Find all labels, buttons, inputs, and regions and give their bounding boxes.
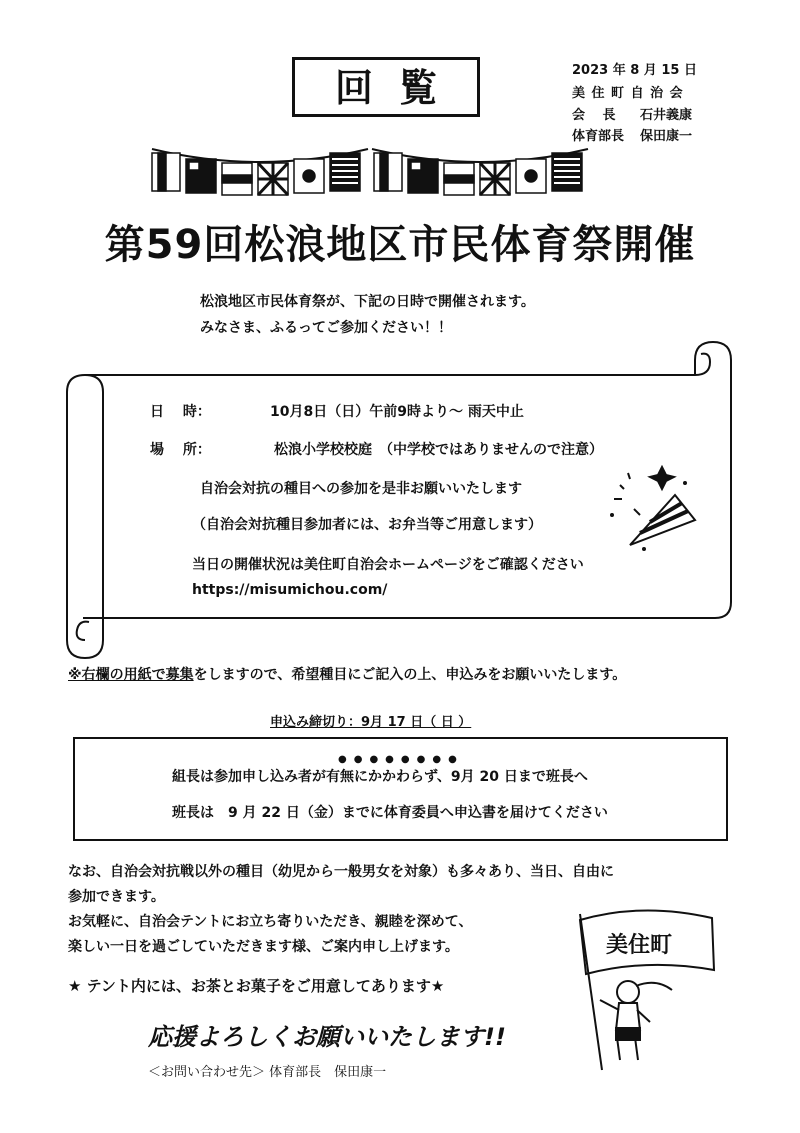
application-notice: [68, 664, 626, 684]
body-line-3: お気軽に、自治会テントにお立ち寄りいただき、親睦を深めて、: [68, 914, 473, 930]
sports-role: 体育部長: [572, 129, 625, 144]
intro-line-1: 松浪地区市民体育祭が、下記の日時で開催されます。: [200, 294, 535, 310]
chair-name: 石井義康: [640, 108, 693, 123]
sports-name: 保田康一: [640, 129, 693, 144]
status-note: 当日の開催状況は美住町自治会ホームページをご確認ください: [192, 557, 584, 573]
party-popper-icon: [600, 465, 710, 560]
event-title: 第59回松浪地区市民体育祭開催: [104, 222, 696, 268]
rule-line-1: 組長は参加申し込み者が有無にかかわらず、9月 20 日まで班長へ: [172, 769, 588, 785]
application-deadline: 申込み締切り：9月 17 日（ 日 ）: [270, 715, 472, 730]
issue-date: 2023 年 8 月 15 日: [572, 63, 697, 78]
notice-prefix: ※右欄の用紙で募集: [68, 667, 194, 683]
flag-town-label: 美住町: [606, 933, 673, 958]
submission-rules-box: [73, 737, 728, 841]
intro-line-2: みなさま、ふるってご参加ください！！: [200, 320, 452, 336]
date-label: 日 時：: [150, 404, 211, 420]
circulation-box: [292, 57, 480, 117]
place-label: 場 所：: [150, 442, 211, 458]
body-line-4: 楽しい一日を過ごしていただきます様、ご案内申し上げます。: [68, 939, 459, 955]
place-value: 松浪小学校校庭 （中学校ではありませんので注意）: [274, 442, 603, 458]
notice-suffix: をしますので、希望種目にご記入の上、申込みをお願いいたします。: [193, 667, 627, 683]
body-line-2: 参加できます。: [68, 889, 165, 905]
cheer-message: 応援よろしくお願いいたします!!: [148, 1023, 506, 1051]
chair-role: 会 長: [572, 108, 616, 123]
rule-line-2: 班長は 9 月 22 日（金）までに体育委員へ申込書を届けてください: [172, 805, 608, 821]
organization-name: 美 住 町 自 治 会: [572, 86, 684, 101]
tent-notice: ★ テント内には、お茶とお菓子をご用意してあります★: [68, 977, 445, 995]
participation-request: 自治会対抗の種目への参加を是非お願いいたします: [200, 481, 522, 497]
flag-bunting-icon: [150, 145, 590, 200]
homepage-link[interactable]: https://misumichou.com/: [192, 582, 388, 598]
date-value: 10月8日（日）午前9時より～ 雨天中止: [270, 404, 524, 420]
body-line-1: なお、自治会対抗戦以外の種目（幼児から一般男女を対象）も多々あり、当日、自由に: [68, 864, 614, 880]
flag-girl-icon: [572, 900, 732, 1080]
circulation-label: 回覧: [334, 66, 463, 110]
contact-info: ＜お問い合わせ先＞ 体育部長 保田康一: [148, 1065, 387, 1080]
emphasis-dots: ●●●●●●●●: [338, 754, 464, 765]
lunch-note: （自治会対抗種目参加者には、お弁当等ご用意します）: [192, 517, 542, 533]
